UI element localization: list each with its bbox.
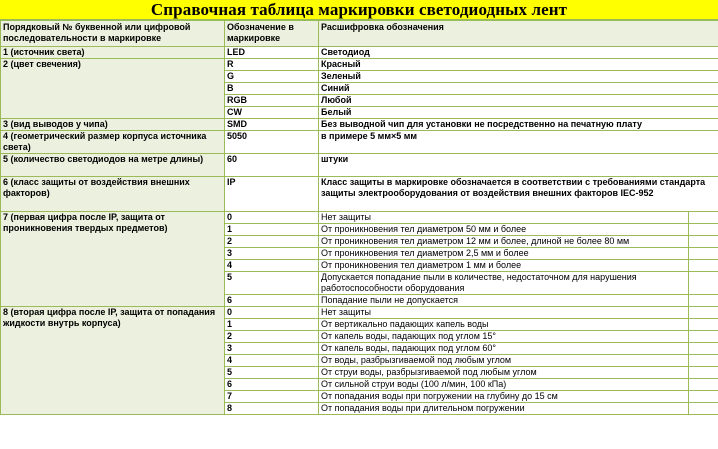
desc-cell: Синий xyxy=(319,83,718,95)
table-row xyxy=(1,212,718,224)
table-row xyxy=(1,154,718,177)
empty-cell xyxy=(689,236,718,248)
code-cell: 0 xyxy=(225,307,319,319)
position-cell: 2 (цвет свечения) xyxy=(1,59,225,119)
header-code: Обозначение в маркировке xyxy=(225,21,319,47)
empty-cell xyxy=(689,212,718,224)
table-row xyxy=(1,59,718,71)
empty-cell xyxy=(689,403,718,415)
desc-cell: От проникновения тел диаметром 50 мм и более xyxy=(319,224,689,236)
table-row xyxy=(1,131,718,154)
desc-cell: штуки xyxy=(319,154,718,177)
desc-cell: Любой xyxy=(319,95,718,107)
desc-cell: От проникновения тел диаметром 2,5 мм и более xyxy=(319,248,689,260)
code-cell: G xyxy=(225,71,319,83)
empty-cell xyxy=(689,379,718,391)
code-cell: 6 xyxy=(225,379,319,391)
empty-cell xyxy=(689,295,718,307)
code-cell: CW xyxy=(225,107,319,119)
code-cell: IP xyxy=(225,177,319,212)
position-cell: 4 (геометрический размер корпуса источника света) xyxy=(1,131,225,154)
position-cell: 3 (вид выводов у чипа) xyxy=(1,119,225,131)
desc-cell: Красный xyxy=(319,59,718,71)
empty-cell xyxy=(689,272,718,295)
desc-cell: От сильной струи воды (100 л/мин, 100 кПа) xyxy=(319,379,689,391)
code-cell: 60 xyxy=(225,154,319,177)
code-cell: LED xyxy=(225,47,319,59)
desc-cell: От капель воды, падающих под углом 15° xyxy=(319,331,689,343)
desc-cell: От проникновения тел диаметром 1 мм и более xyxy=(319,260,689,272)
empty-cell xyxy=(689,307,718,319)
empty-cell xyxy=(689,224,718,236)
desc-cell: От попадания воды при длительном погружении xyxy=(319,403,689,415)
table-title: Справочная таблица маркировки светодиодных лент xyxy=(0,0,718,20)
empty-cell xyxy=(689,355,718,367)
table-row xyxy=(1,47,718,59)
code-cell: 4 xyxy=(225,260,319,272)
empty-cell xyxy=(689,367,718,379)
desc-cell: От вертикально падающих капель воды xyxy=(319,319,689,331)
desc-cell: От воды, разбрызгиваемой под любым углом xyxy=(319,355,689,367)
desc-cell: Нет защиты xyxy=(319,307,689,319)
position-cell: 6 (класс защиты от воздействия внешних факторов) xyxy=(1,177,225,212)
table-row xyxy=(1,177,718,212)
marking-table xyxy=(0,20,718,415)
empty-cell xyxy=(689,319,718,331)
empty-cell xyxy=(689,343,718,355)
code-cell: 1 xyxy=(225,224,319,236)
position-cell: 7 (первая цифра после IP, защита от проникновения твердых предметов) xyxy=(1,212,225,307)
empty-cell xyxy=(689,248,718,260)
desc-cell: Нет защиты xyxy=(319,212,689,224)
code-cell: 3 xyxy=(225,248,319,260)
table-row xyxy=(1,119,718,131)
desc-cell: Светодиод xyxy=(319,47,718,59)
code-cell: RGB xyxy=(225,95,319,107)
desc-cell: От струи воды, разбрызгиваемой под любым углом xyxy=(319,367,689,379)
desc-cell: Попадание пыли не допускается xyxy=(319,295,689,307)
desc-cell: Без выводной чип для установки не посредственно на печатную плату xyxy=(319,119,718,131)
position-cell: 8 (вторая цифра после IP, защита от попадания жидкости внутрь корпуса) xyxy=(1,307,225,415)
code-cell: 4 xyxy=(225,355,319,367)
code-cell: 5050 xyxy=(225,131,319,154)
code-cell: 2 xyxy=(225,331,319,343)
table-row xyxy=(1,307,718,319)
header-decoding: Расшифровка обозначения xyxy=(319,21,718,47)
desc-cell: в примере 5 мм×5 мм xyxy=(319,131,718,154)
desc-cell: Допускается попадание пыли в количестве, недостаточном для нарушения работоспособности оборудования xyxy=(319,272,689,295)
code-cell: 0 xyxy=(225,212,319,224)
header-position: Порядковый № буквенной или цифровой последовательности в маркировке xyxy=(1,21,225,47)
empty-cell xyxy=(689,391,718,403)
code-cell: 8 xyxy=(225,403,319,415)
desc-cell: Зеленый xyxy=(319,71,718,83)
empty-cell xyxy=(689,260,718,272)
code-cell: 2 xyxy=(225,236,319,248)
code-cell: 7 xyxy=(225,391,319,403)
empty-cell xyxy=(689,331,718,343)
code-cell: R xyxy=(225,59,319,71)
table-header-row xyxy=(1,21,718,47)
desc-cell: От капель воды, падающих под углом 60° xyxy=(319,343,689,355)
code-cell: 5 xyxy=(225,272,319,295)
desc-cell: От проникновения тел диаметром 12 мм и более, длиной не более 80 мм xyxy=(319,236,689,248)
code-cell: 3 xyxy=(225,343,319,355)
position-cell: 5 (количество светодиодов на метре длины) xyxy=(1,154,225,177)
desc-cell: Класс защиты в маркировке обозначается в соответствии с требованиями стандарта защиты электрооборудования от воздействия внешних факторов IEC-952 xyxy=(319,177,718,212)
code-cell: 6 xyxy=(225,295,319,307)
position-cell: 1 (источник света) xyxy=(1,47,225,59)
code-cell: B xyxy=(225,83,319,95)
code-cell: 5 xyxy=(225,367,319,379)
code-cell: SMD xyxy=(225,119,319,131)
desc-cell: От попадания воды при погружении на глубину до 15 см xyxy=(319,391,689,403)
desc-cell: Белый xyxy=(319,107,718,119)
code-cell: 1 xyxy=(225,319,319,331)
